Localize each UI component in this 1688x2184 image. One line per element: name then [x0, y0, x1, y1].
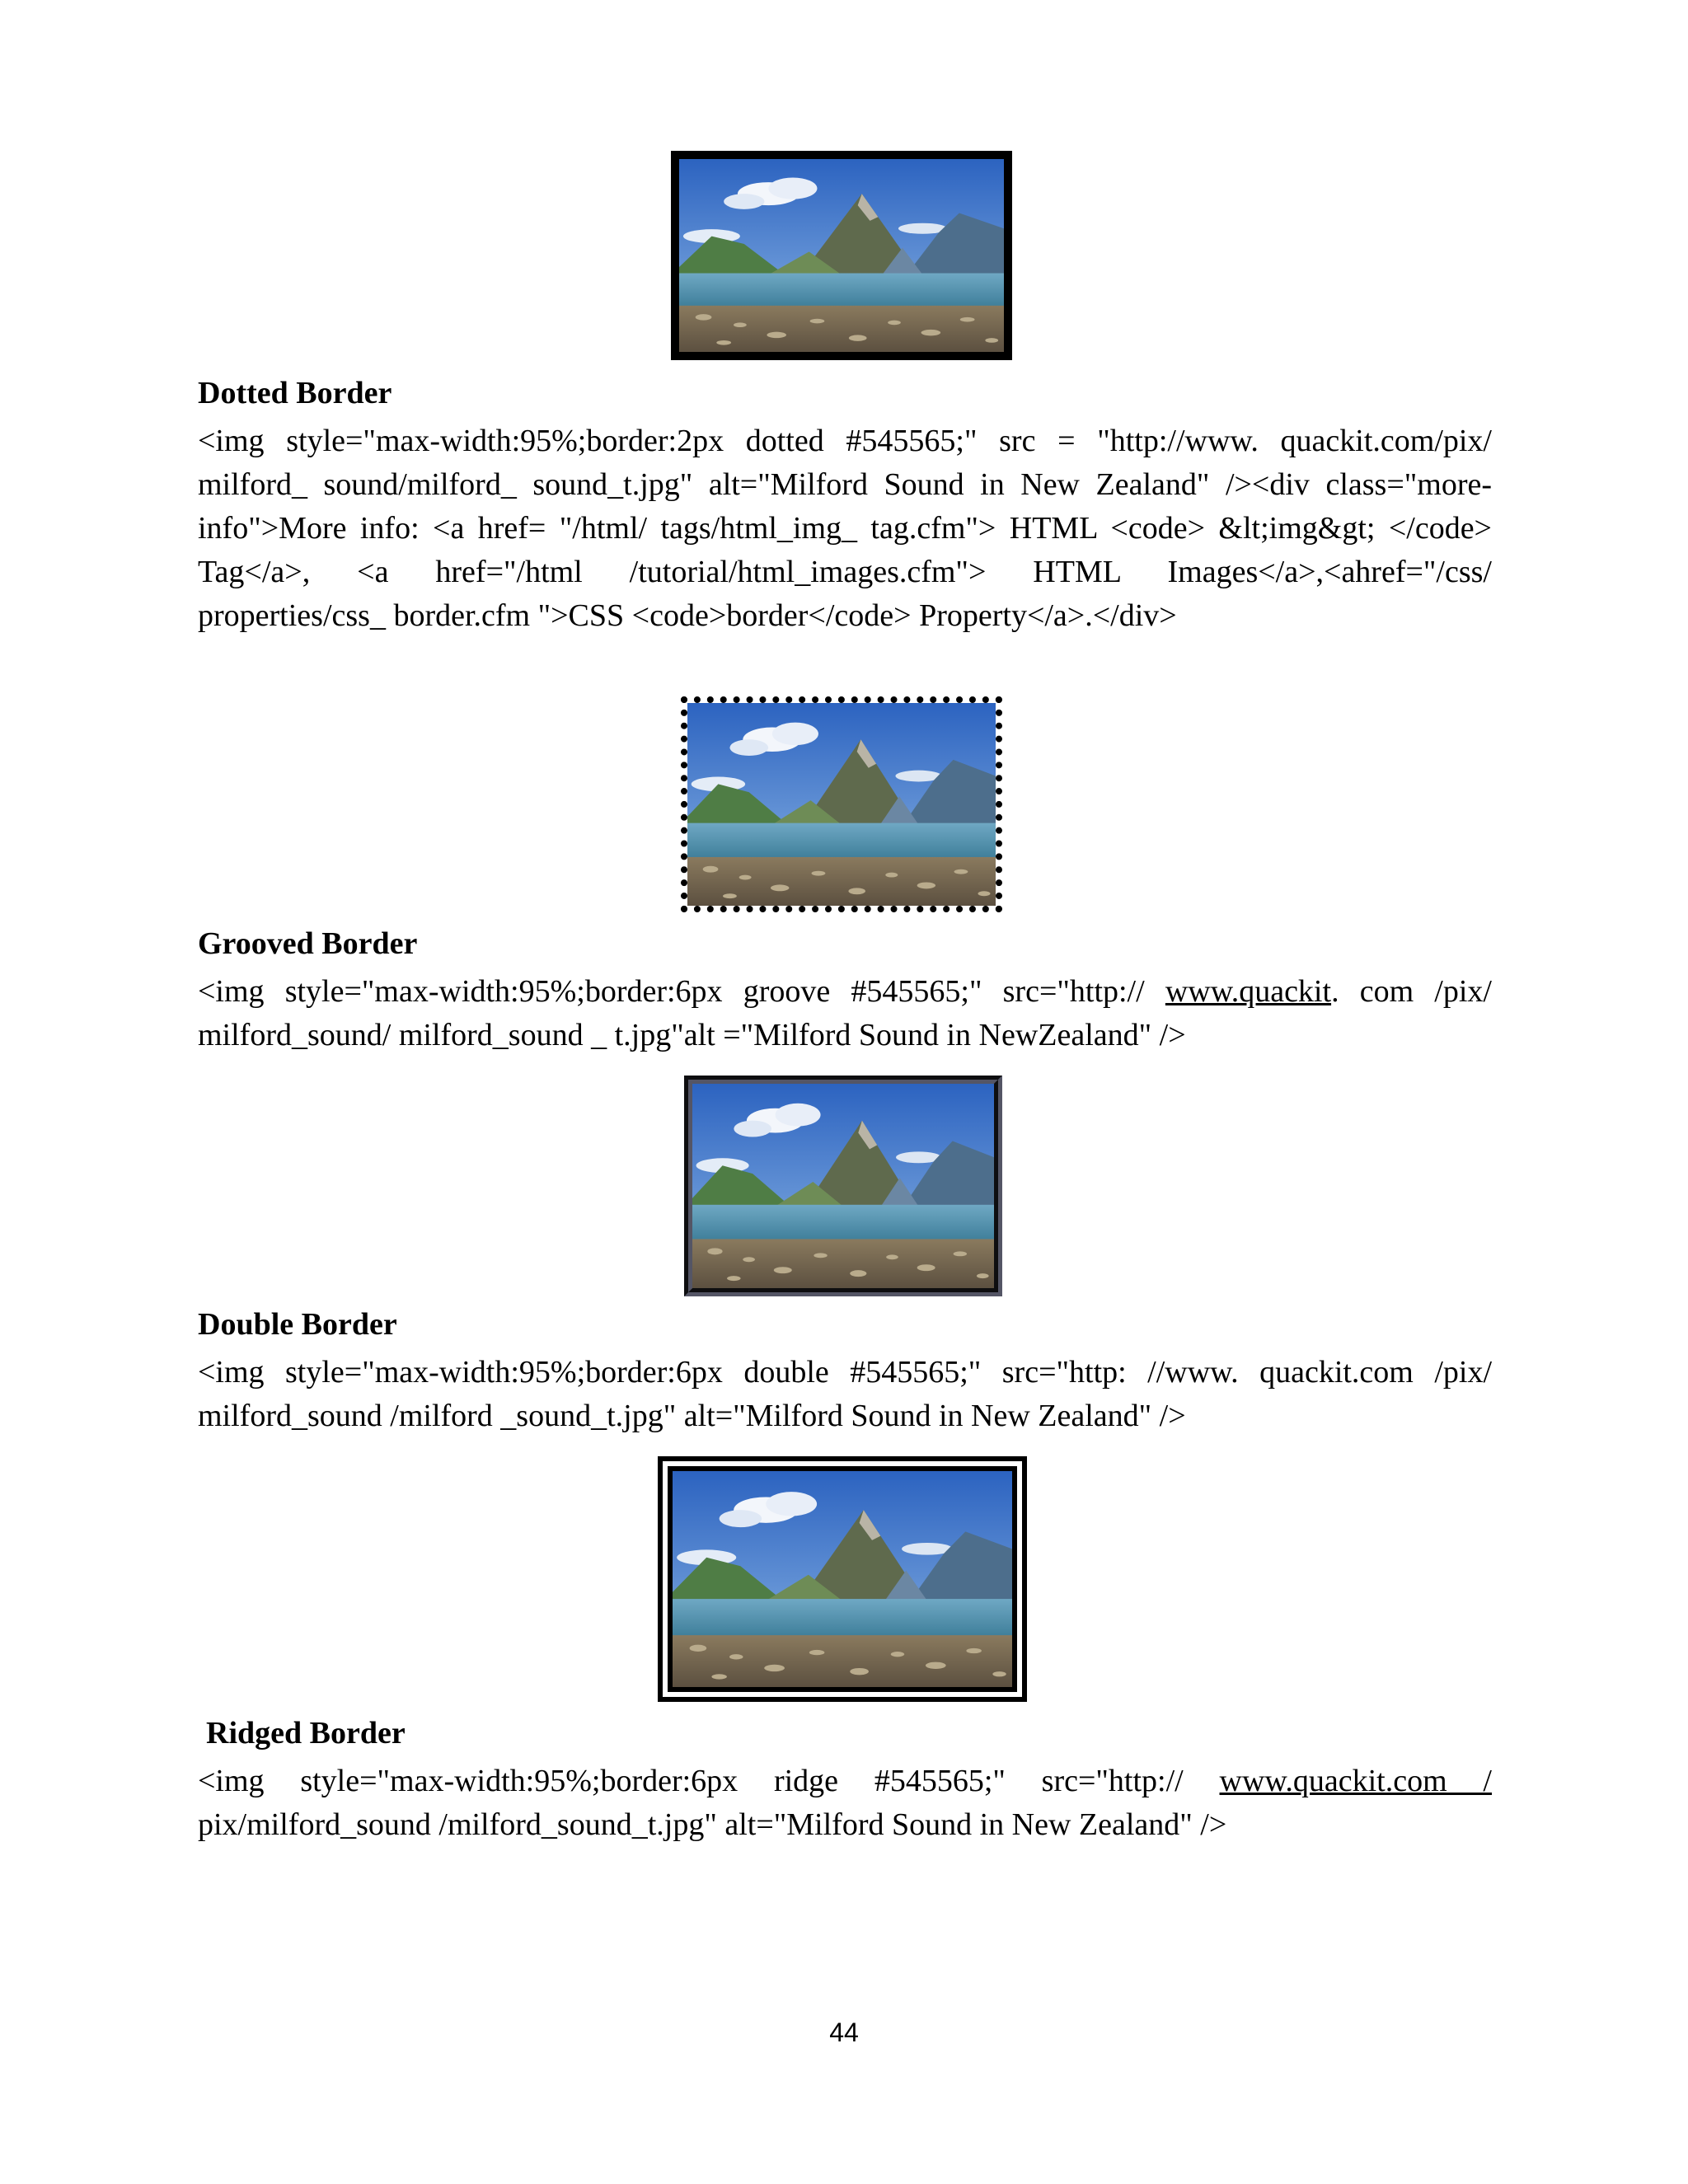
code-text: . com /pix/ milford_sound/ milford_sound _ t.jpg"alt ="Milford Sound in NewZealand" /> — [198, 974, 1492, 1052]
double-border-heading: Double Border — [198, 1307, 397, 1342]
landscape-image — [679, 159, 1004, 352]
dotted-border-photo — [681, 696, 1002, 912]
grooved-border-heading: Grooved Border — [198, 926, 418, 961]
landscape-image — [687, 703, 996, 906]
url-link[interactable]: www.quackit — [1165, 974, 1332, 1009]
page-number: 44 — [829, 2018, 859, 2047]
dotted-border-code: <img style="max-width:95%;border:2px dotted #545565;" src = "http://www. quackit.com/pix/ milford_ sound/milford_ sound_t.jpg" alt="Milford Sound in New Zealand" /><div class="more-info">More info: <a href= "/html/ tags/html_img_ tag.cfm"> HTML <code> &lt;img&gt; </code> Tag</a>, <a href="/html /tutorial/html_images.cfm"> HTML Images</a>,<ahref="/css/ properties/css_ border.cfm ">CSS <code>border</code> Property</a>.</div> — [198, 424, 1492, 633]
url-link[interactable]: www.quackit.com / — [1219, 1764, 1492, 1798]
landscape-image — [692, 1084, 994, 1288]
ridged-border-code — [198, 1760, 1492, 1847]
dotted-border-heading: Dotted Border — [198, 376, 392, 410]
code-text: <img style="max-width:95%;border:6px groove #545565;" src="http:// — [198, 974, 1165, 1009]
grooved-border-code — [198, 970, 1492, 1057]
code-text: pix/milford_sound /milford_sound_t.jpg" alt="Milford Sound in New Zealand" /> — [198, 1807, 1227, 1842]
solid-border-photo — [671, 151, 1012, 360]
double-border-code: <img style="max-width:95%;border:6px double #545565;" src="http: //www. quackit.com /pix/ milford_sound /milford _sound_t.jpg" alt="Milford Sound in New Zealand" /> — [198, 1355, 1492, 1433]
ridged-border-heading: Ridged Border — [206, 1716, 406, 1750]
grooved-border-photo — [684, 1076, 1002, 1296]
double-border-photo — [658, 1456, 1027, 1702]
landscape-image — [673, 1471, 1012, 1687]
code-text: <img style="max-width:95%;border:6px ridge #545565;" src="http:// — [198, 1764, 1220, 1798]
